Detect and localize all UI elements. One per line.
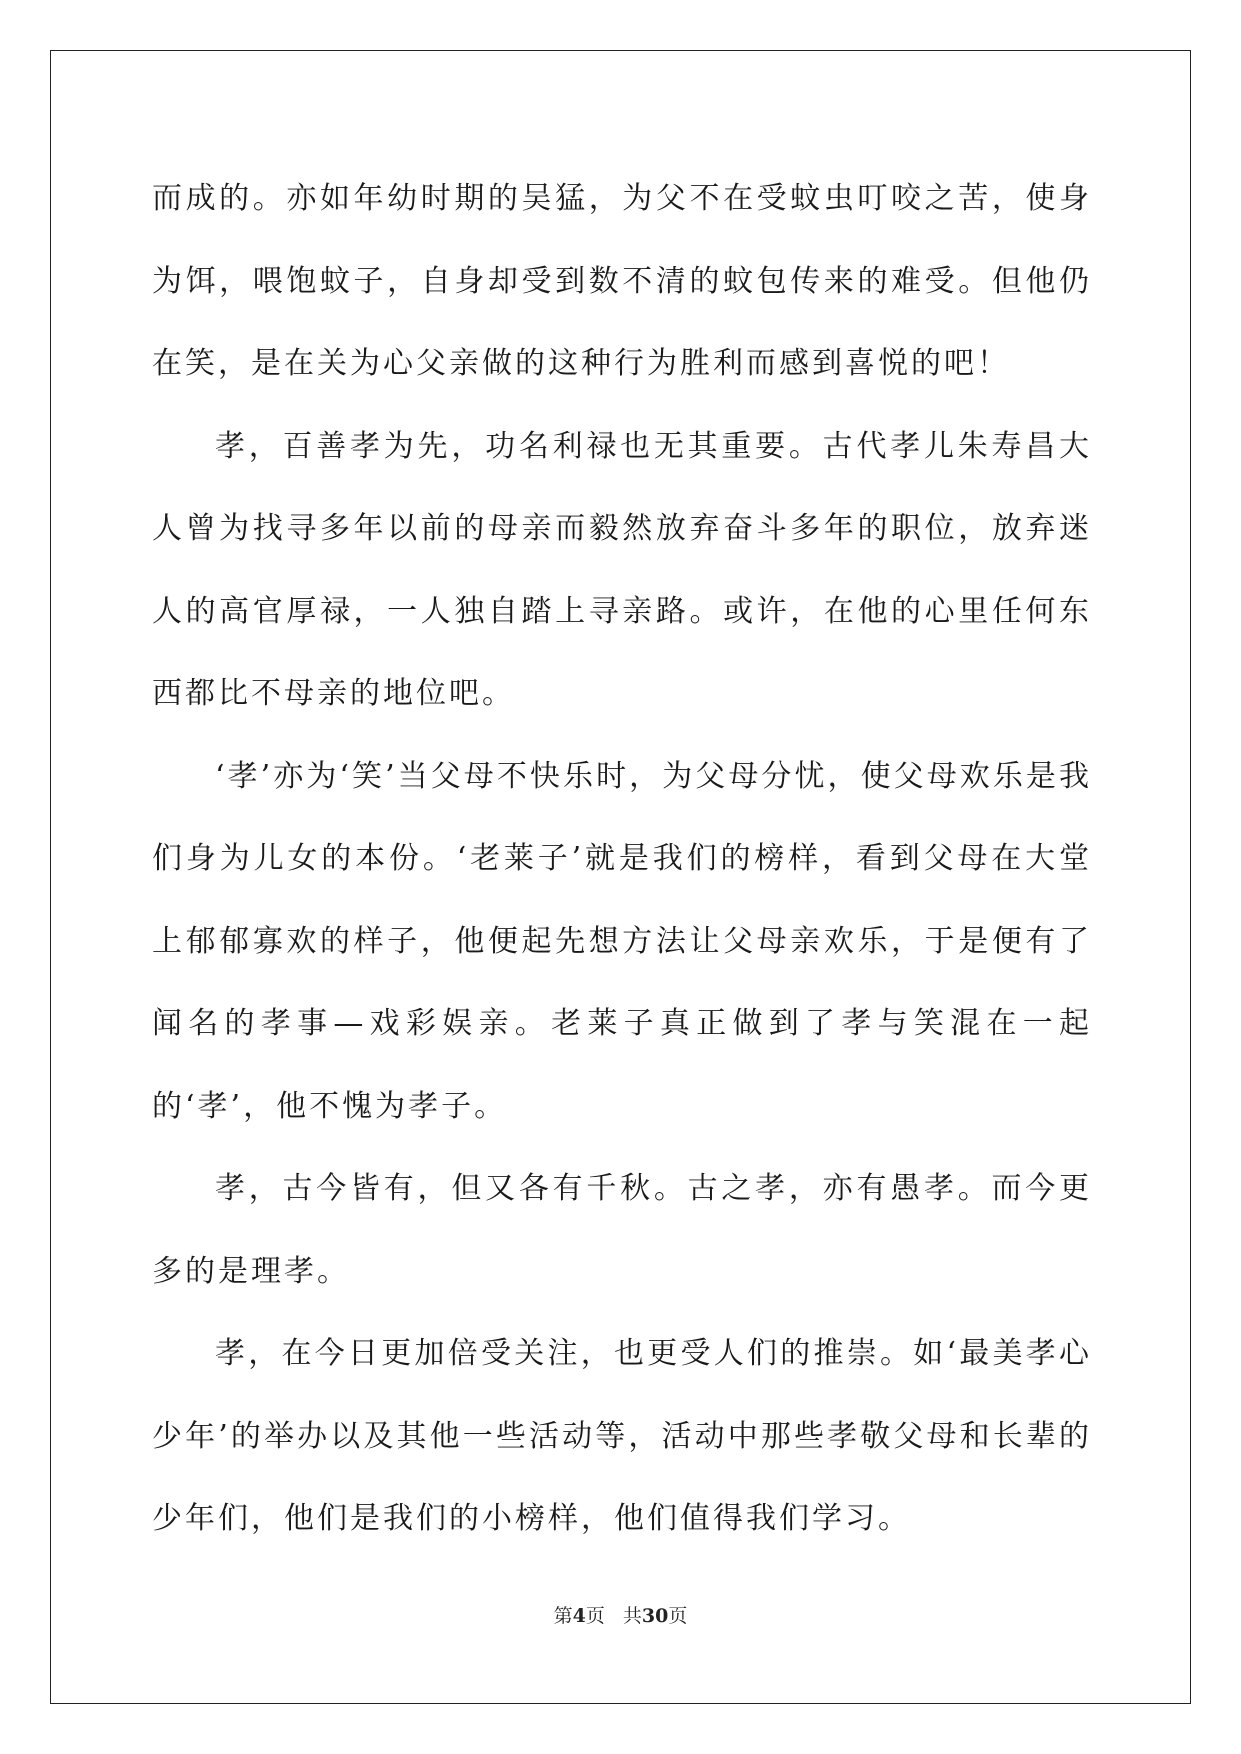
footer-page-number: 4 <box>572 1605 586 1627</box>
paragraph: 孝，在今日更加倍受关注，也更受人们的推崇。如‘最美孝心少年’的举办以及其他一些活动等，活动中那些孝敬父母和长辈的少年们，他们是我们的小榜样，他们值得我们学习。 <box>152 1336 1092 1536</box>
footer-total-pages: 30 <box>641 1605 669 1627</box>
paragraph: 而成的。亦如年幼时期的吴猛，为父不在受蚊虫叮咬之苦，使身为饵，喂饱蚊子，自身却受到数不清的蚊包传来的难受。但他仍在笑，是在关为心父亲做的这种行为胜利而感到喜悦的吧！ <box>152 181 1092 381</box>
paragraph: 孝，古今皆有，但又各有千秋。古之孝，亦有愚孝。而今更多的是理孝。 <box>152 1171 1092 1289</box>
footer-page-prefix: 第 <box>553 1605 573 1627</box>
paragraph: ‘孝’亦为‘笑’当父母不快乐时，为父母分忧，使父母欢乐是我们身为儿女的本份。‘老莱子’就是我们的榜样，看到父母在大堂上郁郁寡欢的样子，他便起先想方法让父母亲欢乐，于是便有了闻名的孝事—戏彩娱亲。老莱子真正做到了孝与笑混在一起的‘孝’，他不愧为孝子。 <box>152 758 1092 1124</box>
footer-total-suffix: 页 <box>668 1605 688 1627</box>
footer-page-suffix: 页 <box>585 1605 605 1627</box>
document-body <box>152 158 1092 1561</box>
page-footer <box>0 1601 1241 1628</box>
footer-total-prefix: 共 <box>622 1605 642 1627</box>
paragraph: 孝，百善孝为先，功名利禄也无其重要。古代孝儿朱寿昌大人曾为找寻多年以前的母亲而毅然放弃奋斗多年的职位，放弃迷人的高官厚禄，一人独自踏上寻亲路。或许，在他的心里任何东西都比不母亲的地位吧。 <box>152 428 1092 711</box>
